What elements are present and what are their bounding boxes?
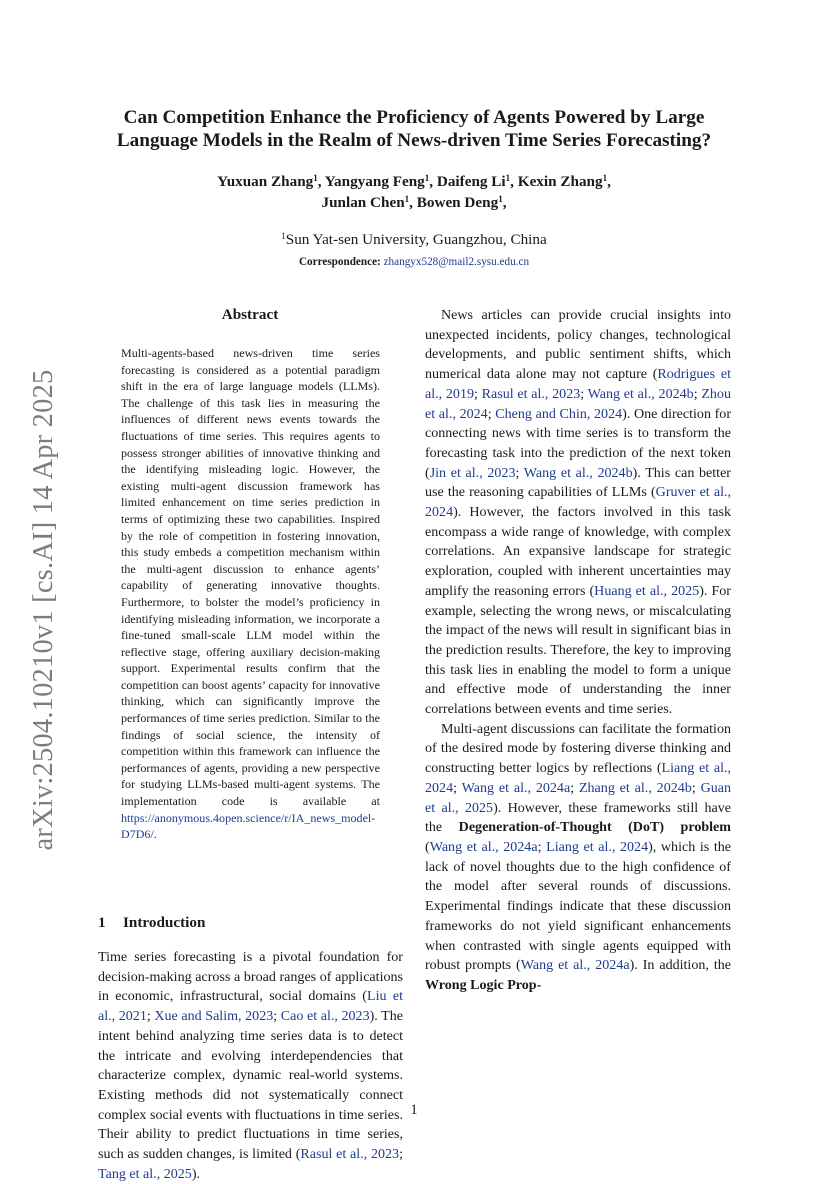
body-text: ; (146, 1008, 155, 1025)
bold-term: Wrong Logic Prop- (425, 976, 542, 993)
citation-link[interactable]: Wang et al., 2024b (523, 464, 633, 481)
body-text: ( (425, 838, 430, 855)
arxiv-id: arXiv:2504.10210v1 [cs.AI] 14 Apr 2025 (28, 369, 59, 851)
arxiv-stamp (24, 370, 64, 850)
citation-link[interactable]: Rasul et al., 2023 (300, 1146, 400, 1163)
body-text: ), which is the lack of novel thoughts due to the high confidence of the model after several rounds of discussions. Experimental findings indicate that these discussion frameworks do not yield significant enhancements when contrasted with single agents equipped with robust prompts ( (425, 838, 731, 974)
author-name: Kexin Zhang (517, 173, 603, 190)
body-text: ; (580, 385, 588, 402)
author-name: Yangyang Feng (324, 173, 425, 190)
body-text: ). However, these frameworks still have the (425, 799, 731, 836)
intro-paragraph-1 (98, 948, 403, 1184)
citation-link[interactable]: Liu et al., 2021 (98, 988, 404, 1025)
correspondence (100, 254, 728, 270)
section-title: Introduction (123, 914, 206, 931)
paper-title: Can Competition Enhance the Proficiency of Agents Powered by Large Language Models in the Realm of News-driven Time Series Forecasting? (116, 107, 712, 151)
body-text: Multi-agent discussions can facilitate the formation of the desired mode by fostering diverse thinking and constructing better logics by reflections ( (425, 720, 731, 777)
affiliation-mark: 1 (602, 173, 608, 183)
author-name: Junlan Chen (321, 193, 405, 211)
citation-link[interactable]: Jin et al., 2023 (429, 464, 516, 481)
right-column (425, 306, 731, 996)
citation-link[interactable]: Huang et al., 2025 (594, 582, 700, 599)
citation-link[interactable]: Tang et al., 2025 (98, 1165, 192, 1182)
body-text: ; (399, 1146, 403, 1163)
author-name: Daifeng Li (436, 173, 506, 190)
author-list: Yuxuan Zhang$^1$, Yangyang Feng$^1$, Daifeng Li$^1$, Kexin Zhang$^1$, Junlan Chen$^1$, Bowen Deng$^1$, (217, 173, 611, 211)
intro-paragraph-3 (425, 720, 731, 996)
citation-link[interactable]: Cao et al., 2023 (280, 1008, 370, 1025)
correspondence-email-link[interactable]: zhangyx528@mail2.sysu.edu.cn (383, 256, 530, 268)
body-text: News articles can provide crucial insights into unexpected incidents, policy changes, technological developments, and public sentiment shifts, which numerical data alone may not capture ( (425, 307, 731, 383)
body-text: ). This can better use the reasoning capabilities of LLMs ( (425, 464, 731, 501)
citation-link[interactable]: Liang et al., 2024 (425, 760, 731, 796)
citation-link[interactable]: Cheng and Chin, 2024 (495, 405, 623, 422)
citation-link[interactable]: Wang et al., 2024b (587, 385, 694, 402)
abstract-heading: Abstract (221, 306, 279, 323)
body-text: ; (691, 779, 701, 796)
citation-link[interactable]: Xue and Salim, 2023 (154, 1008, 274, 1025)
body-text: ; (570, 779, 579, 796)
body-text: ). However, the factors involved in this task encompass a wide range of knowledge, with complex correlations. An expansive landscape for strategic exploration, coupled with inherent uncertainties may amplify the reasoning errors ( (425, 504, 731, 599)
affiliation (100, 230, 728, 250)
abstract-end: . (153, 827, 157, 842)
body-text: ). For example, selecting the wrong news, or miscalculating the impact of the news will result in significant bias in the prediction results. Therefore, the key to improving this task lies in enabling the model to form a unique and effective mode of understanding the inner correlations between events and time series. (425, 582, 731, 718)
abstract-body: Multi-agents-based news-driven time series forecasting is considered as a potential paradigm shift in the era of large language models (LLMs). The challenge of this task lies in measuring the influences of different news events towards the fluctuations of time series. This requires agents to possess stronger abilities of innovative thinking and the identifying misleading logic. However, the existing multi-agent discussion framework has limited enhancement on time series prediction in terms of optimizing these two capabilities. Inspired by the role of competition in fostering innovation, this study embeds a competition mechanism within the multi-agent discussion to enhance agents’ capability of generating innovative thoughts. Furthermore, to bolster the model’s proficiency in identifying misleading information, we incorporate a fine-tuned small-scale LLM model within the reflective stage, offering auxiliary decision-making support. Experimental results confirm that the competition can boost agents’ capacity for innovative thinking, which can significantly improve the performances of time series prediction. Similar to the findings of social science, the intensity of competition within this framework can influence the performances of agents, providing a new perspective for studying LLMs-based multi-agent systems. The implementation code is available at (121, 346, 380, 809)
body-text: ; (693, 385, 702, 402)
body-text: ; (537, 838, 547, 855)
citation-link[interactable]: Zhou et al., 2024 (425, 385, 731, 422)
citation-link[interactable]: Rodrigues et al., 2019 (425, 366, 731, 402)
affiliation-mark: 1 (281, 231, 286, 241)
citation-link[interactable]: Zhang et al., 2024b (578, 779, 692, 796)
citation-link[interactable]: Wang et al., 2024a (461, 779, 571, 796)
affiliation-mark: 1 (424, 173, 430, 183)
citation-link[interactable]: Guan et al., 2025 (425, 779, 732, 816)
intro-paragraph-2 (425, 306, 731, 720)
body-text: ; (453, 779, 462, 796)
abstract-text (121, 345, 380, 843)
body-text: ). One direction for connecting news with time series is to transform the forecasting task into the prediction of the next token ( (425, 405, 732, 481)
affiliation-mark: 1 (313, 173, 318, 183)
body-text: ). (191, 1165, 201, 1182)
body-text: Time series forecasting is a pivotal foundation for decision-making across a broad ranges of applications in economic, infrastructural, social domains ( (98, 949, 403, 1005)
citation-link[interactable]: Gruver et al., 2024 (425, 484, 731, 521)
body-text: ; (273, 1008, 281, 1025)
body-text: ). The intent behind analyzing time series data is to detect the intricate and evolving interdependencies that characterize complex, dynamic real-world systems. Existing methods did not systematically connect complex social events with fluctuations in time series. Their ability to predict fluctuations in time series, such as sudden changes, is limited ( (98, 1008, 403, 1163)
body-text: ; (474, 385, 482, 402)
citation-link[interactable]: Wang et al., 2024a (520, 957, 630, 974)
affiliation-mark: 1 (404, 193, 410, 204)
bold-term: Degeneration-of-Thought (DoT) problem (458, 819, 731, 836)
citation-link[interactable]: Wang et al., 2024a (429, 838, 538, 855)
page-number: 1 (410, 1102, 418, 1118)
author-name: Yuxuan Zhang (217, 173, 314, 190)
citation-link[interactable]: Rasul et al., 2023 (481, 385, 581, 402)
affiliation-mark: 1 (505, 173, 511, 183)
author-name: Bowen Deng (416, 193, 499, 211)
code-link[interactable]: https://anonymous.4open.science/r/IA_news_model-D7D6/ (121, 810, 376, 842)
affiliation-mark: 1 (498, 193, 503, 204)
body-text: ). In addition, the (629, 957, 731, 974)
citation-link[interactable]: Liang et al., 2024 (546, 838, 649, 855)
affiliation-name: Sun Yat-sen University, Guangzhou, China (285, 231, 547, 248)
section-number: 1 (98, 914, 106, 931)
body-text: ; (515, 464, 524, 481)
section-heading-introduction (98, 914, 205, 932)
body-text: ; (487, 405, 496, 422)
correspondence-label: Correspondence: (298, 256, 381, 268)
